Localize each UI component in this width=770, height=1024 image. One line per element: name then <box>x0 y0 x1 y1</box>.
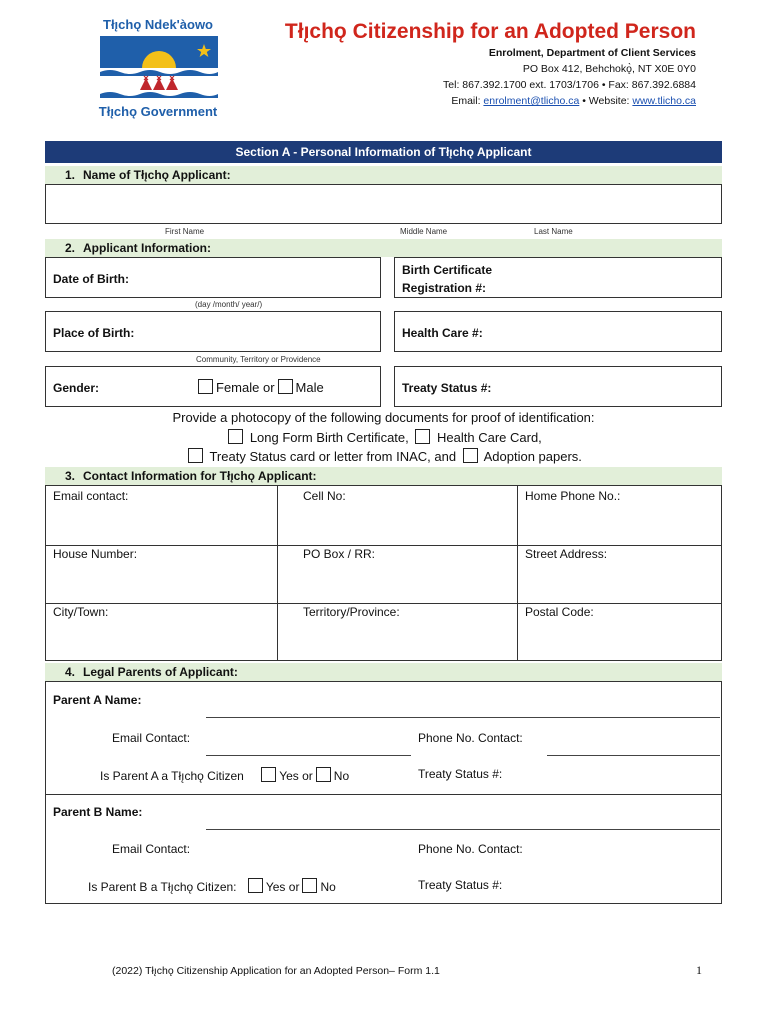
territory-province-label: Territory/Province: <box>303 605 400 619</box>
parent-b-treaty-label: Treaty Status #: <box>418 878 503 892</box>
contact-divider-1 <box>277 485 278 661</box>
docs-line-2 <box>45 429 722 445</box>
health-care-label: Health Care #: <box>402 326 483 340</box>
q2-band <box>45 239 722 257</box>
po-box-label: PO Box / RR: <box>303 547 376 561</box>
parent-b-phone-label: Phone No. Contact: <box>418 842 523 856</box>
q3-num: 3. <box>64 469 75 483</box>
footer-text: (2022) Tłı̨chǫ Citizenship Application for an Adopted Person– Form 1.1 <box>112 965 440 977</box>
gender-label: Gender: <box>53 381 100 395</box>
male-label: Male <box>295 380 324 395</box>
parent-b-name-input[interactable] <box>206 829 720 830</box>
parent-b-citizen-label: Is Parent B a Tłı̨chǫ Citizen: <box>88 880 237 894</box>
parent-a-no-checkbox[interactable] <box>316 767 331 782</box>
form-title: Tłı̨chǫ Citizenship for an Adopted Person <box>284 20 696 43</box>
tlicho-flag-logo <box>100 36 218 102</box>
parent-a-phone-input[interactable] <box>547 755 720 756</box>
logo-bottom-text: Tłı̨chǫ Government <box>98 104 218 119</box>
parent-b-no-label: No <box>320 880 336 894</box>
applicant-name-field[interactable] <box>45 184 722 224</box>
home-phone-label: Home Phone No.: <box>525 489 621 503</box>
parent-b-yes-label: Yes or <box>265 880 300 894</box>
cell-no-label: Cell No: <box>303 489 346 503</box>
parent-a-yes-label: Yes or <box>279 769 313 783</box>
treaty-card-label: Treaty Status card or letter from INAC, and <box>209 449 457 464</box>
org-line1: Enrolment, Department of Client Services <box>488 47 696 59</box>
parent-a-no-label: No <box>333 769 350 783</box>
docs-intro: Provide a photocopy of the following documents for proof of identification: <box>172 410 595 425</box>
q2-label: Applicant Information: <box>83 241 211 255</box>
q1-band <box>45 166 722 184</box>
email-contact-label: Email contact: <box>53 489 129 503</box>
adoption-checkbox[interactable] <box>463 448 478 463</box>
email-link[interactable]: enrolment@tlicho.ca <box>483 95 580 107</box>
place-of-birth-label: Place of Birth: <box>53 326 135 340</box>
dob-label: Date of Birth: <box>53 272 129 286</box>
street-address-label: Street Address: <box>525 547 608 561</box>
q2-num: 2. <box>64 241 75 255</box>
dob-hint: (day /month/ year/) <box>195 300 263 309</box>
contact-divider-2 <box>517 485 518 661</box>
parent-a-name-input[interactable] <box>206 717 720 718</box>
q1-num: 1. <box>64 168 75 182</box>
parent-b-citizen-row <box>88 878 336 894</box>
logo-top-text: Tłı̨chǫ Ndek'àowo <box>103 17 213 32</box>
last-name-hint: Last Name <box>534 227 573 236</box>
parent-b-no-checkbox[interactable] <box>302 878 317 893</box>
long-form-checkbox[interactable] <box>228 429 243 444</box>
section-a-header: Section A - Personal Information of Tłı̨chǫ Applicant <box>45 141 722 163</box>
parents-divider <box>45 794 722 795</box>
house-number-label: House Number: <box>53 547 138 561</box>
parent-a-email-label: Email Contact: <box>112 731 191 745</box>
parents-box <box>45 681 722 904</box>
female-checkbox[interactable] <box>198 379 213 394</box>
parent-a-treaty-label: Treaty Status #: <box>418 767 503 781</box>
treaty-card-checkbox[interactable] <box>188 448 203 463</box>
long-form-label: Long Form Birth Certificate, <box>249 430 409 445</box>
parent-b-name-label: Parent B Name: <box>53 805 143 819</box>
birth-cert-label-1: Birth Certificate <box>402 263 493 277</box>
first-name-hint: First Name <box>165 227 205 236</box>
parent-a-phone-label: Phone No. Contact: <box>418 731 523 745</box>
female-label: Female or <box>216 380 275 395</box>
email-label: Email: <box>451 95 484 107</box>
city-town-label: City/Town: <box>53 605 109 619</box>
parent-a-email-input[interactable] <box>206 755 411 756</box>
postal-code-label: Postal Code: <box>525 605 594 619</box>
q4-band <box>45 663 722 681</box>
org-department <box>489 47 696 59</box>
adoption-label: Adoption papers. <box>483 449 582 464</box>
org-email-web <box>451 95 696 107</box>
org-address: PO Box 412, Behchokǫ̀, NT X0E 0Y0 <box>522 63 696 75</box>
place-hint: Community, Territory or Providence <box>196 355 321 364</box>
q3-label: Contact Information for Tłı̨chǫ Applicant: <box>83 469 317 483</box>
treaty-status-label: Treaty Status #: <box>402 381 492 395</box>
q4-num: 4. <box>64 665 75 679</box>
q1-label: Name of Tłı̨chǫ Applicant: <box>83 168 231 182</box>
website-link[interactable]: www.tlicho.ca <box>632 95 696 107</box>
parent-b-email-label: Email Contact: <box>112 842 191 856</box>
gender-options <box>195 379 324 395</box>
contact-row-line-2 <box>45 603 722 604</box>
page-number: 1 <box>696 963 702 977</box>
contact-grid <box>45 485 722 661</box>
q3-band <box>45 467 722 485</box>
q4-label: Legal Parents of Applicant: <box>83 665 238 679</box>
parent-a-name-label: Parent A Name: <box>53 693 142 707</box>
health-card-label: Health Care Card, <box>437 430 542 445</box>
docs-line-3 <box>45 448 722 464</box>
contact-row-line-1 <box>45 545 722 546</box>
middle-name-hint: Middle Name <box>400 227 448 236</box>
male-checkbox[interactable] <box>278 379 293 394</box>
parent-a-citizen-row <box>100 767 349 783</box>
parent-b-yes-checkbox[interactable] <box>248 878 263 893</box>
birth-cert-label-2: Registration #: <box>402 281 487 295</box>
health-card-checkbox[interactable] <box>415 429 430 444</box>
website-label: • Website: <box>579 95 633 107</box>
parent-a-citizen-label: Is Parent A a Tłı̨chǫ Citizen <box>100 769 244 783</box>
org-phone: Tel: 867.392.1700 ext. 1703/1706 • Fax: 867.392.6884 <box>443 79 696 91</box>
parent-a-yes-checkbox[interactable] <box>261 767 276 782</box>
